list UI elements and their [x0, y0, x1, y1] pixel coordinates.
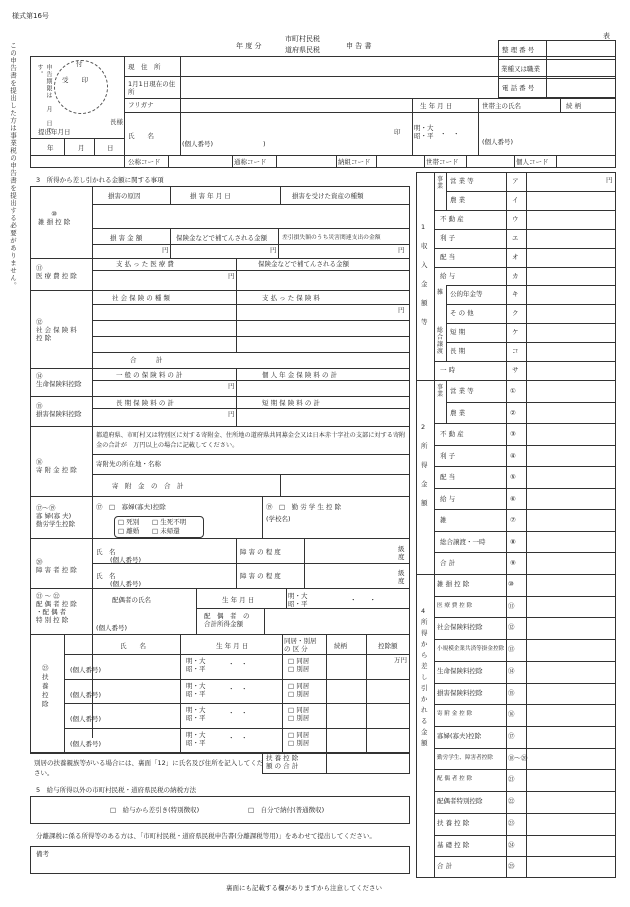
form-title: 申 告 書 — [346, 42, 372, 50]
deduction-row-label: 寄 附 金 控 除 — [437, 711, 473, 718]
social-type-header: 社 会 保 険 の 種 類 — [112, 294, 170, 302]
income-row-code: コ — [512, 347, 519, 356]
special-collection-option[interactable]: □ 給与から差引き(特別徴収) — [110, 806, 200, 814]
medical-label: ⑪ 医 療 費 控 除 — [36, 264, 77, 280]
dep-total-label: 扶 養 控 除 額 の 合 計 — [266, 754, 299, 770]
dep-era: 明・大 昭・平 — [186, 657, 206, 673]
income-amount-field[interactable] — [528, 362, 614, 379]
individual-no2-label: (個人番号) — [482, 138, 514, 146]
casualty-disaster-header: 差引損失額のうち災害関連支出の金額 — [282, 235, 381, 241]
deduction-amount-field[interactable] — [528, 770, 614, 790]
income-row-label: 公的年金等 — [450, 290, 483, 299]
income-amount-field[interactable] — [528, 305, 614, 322]
donation-label: ⑯ 寄 附 金 控 除 — [36, 458, 77, 474]
dep-cohabit-options[interactable]: □ 同居 □ 別居 — [288, 706, 310, 722]
front-mark: 表 — [603, 32, 610, 40]
dep-era: 明・大 昭・平 — [186, 681, 206, 698]
birth-label: 生 年 月 日 — [420, 102, 453, 110]
deduction-amount-field[interactable] — [528, 792, 614, 812]
income2-row-code: ⑤ — [510, 473, 516, 482]
disabled-degree-1: 障 害 の 程 度 — [240, 548, 281, 556]
income2-row-code: ④ — [510, 451, 516, 460]
jan1-address-label: 1月1日現在の住所 — [128, 80, 176, 96]
dep-cohabit-options[interactable]: □ 同居 □ 別居 — [288, 730, 310, 747]
donation-note: 都道府県、市町村又は特別区に対する寄附金、住所地の道府県共同募金会又は日本赤十字社の支部に対する寄附金の合計が 万円以上の場合に記載してください。 — [96, 432, 406, 449]
receipt-stamp: 受 印 — [62, 76, 88, 84]
income-amount-field[interactable] — [528, 249, 614, 266]
footer-note: 裏面にも記載する欄がありますから注意してください — [226, 884, 382, 892]
deduction-row-code: ⑭ — [508, 666, 515, 675]
casualty-asset-header: 損害を受けた資産の種類 — [292, 192, 364, 200]
income-row-label: 不 動 産 — [440, 214, 464, 223]
income2-row-code: ① — [510, 387, 516, 395]
name-label: 氏 名 — [128, 132, 154, 140]
deduction-row-label: 扶 養 控 除 — [437, 818, 470, 827]
deduction-row-code: ㉓ — [508, 818, 515, 827]
income-row-label: 一 時 — [440, 366, 456, 375]
deduction-amount-field[interactable] — [528, 640, 614, 660]
phone-label: 電 話 番 号 — [502, 84, 535, 92]
deduction-row-label: 配偶者特別控除 — [437, 797, 483, 806]
submit-day: 日 — [107, 144, 114, 152]
widow-opt-unknown[interactable]: □ 生死不明 — [152, 518, 187, 526]
widow-opt-unreturned[interactable]: □ 未帰還 — [152, 527, 180, 535]
deduction-row-code: ⑬ — [508, 645, 515, 654]
casualty-date-header: 損 害 年 月 日 — [190, 192, 231, 200]
householder-field[interactable] — [480, 114, 614, 134]
income-amount-field[interactable] — [528, 268, 614, 285]
income2-amount-field[interactable] — [528, 489, 614, 509]
income-amount-field[interactable] — [528, 211, 614, 228]
individual-no-label: (個人番号) — [182, 140, 214, 148]
dep-era: 明・大 昭・平 — [186, 706, 206, 722]
yen-1: 円 — [162, 246, 169, 254]
income-row-code: エ — [512, 233, 519, 242]
dep-name-field[interactable] — [66, 680, 178, 690]
deduction-amount-field[interactable] — [528, 857, 614, 877]
income2-label: 2 所 得 金 額 — [421, 423, 428, 507]
furigana-field[interactable] — [182, 99, 412, 111]
ordinary-collection-option[interactable]: □ 自分で納付(普通徴収) — [248, 806, 325, 814]
dep-cohabit-options[interactable]: □ 同居 □ 別居 — [288, 681, 310, 698]
dep-no: (個人番号) — [70, 690, 102, 699]
income2-amount-field[interactable] — [528, 532, 614, 552]
income-row-code: ケ — [512, 328, 519, 337]
deduction-row-label: 寡婦(寡夫)控除 — [437, 732, 482, 740]
deduction-row-code: ㉕ — [508, 862, 515, 871]
income-amount-field[interactable] — [528, 343, 614, 360]
social-total-label: 合 計 — [130, 356, 163, 364]
remarks-field[interactable] — [60, 848, 406, 872]
deduction-row-label: 小規模企業共済等掛金控除 — [437, 646, 505, 653]
income-cat: 総合譲渡 — [437, 327, 444, 356]
dep-name-field[interactable] — [66, 655, 178, 665]
deduction-amount-field[interactable] — [528, 618, 614, 638]
widow-opt-bereaved[interactable]: □ 死別 — [118, 518, 140, 526]
deduction-row-label: 基 礎 控 除 — [437, 840, 470, 849]
casualty-cause-header: 損害の原因 — [108, 192, 141, 200]
dep-name-field[interactable] — [66, 729, 178, 739]
income-amount-field[interactable] — [528, 192, 614, 209]
medical-insurance-header: 保険金などで補てんされる金額 — [258, 260, 349, 268]
casualty-insurance-header: 保険金などで補てんされる金額 — [176, 234, 267, 242]
deduction-amount-field[interactable] — [528, 662, 614, 682]
income-cat: 事業 — [437, 176, 444, 190]
jan1-address-field[interactable] — [182, 78, 612, 96]
disabled-degree-2: 障 害 の 程 度 — [240, 572, 281, 580]
social-label: ⑫ 社 会 保 険 料 控 除 — [36, 318, 77, 342]
income2-row-code: ⑧ — [510, 537, 516, 546]
spouse-income-label: 配 偶 者 の 合計所得金額 — [204, 612, 250, 628]
dep-relation-header: 続柄 — [334, 642, 347, 650]
deduction-row-label: 生命保険料控除 — [437, 666, 483, 675]
yen-3: 円 — [398, 246, 405, 254]
deduction-row-label: 医 療 費 控 除 — [437, 602, 473, 609]
income2-row-label: 営 業 等 — [450, 387, 474, 395]
deduction-row-label: 社会保険料控除 — [437, 623, 483, 632]
paren-close: ) — [263, 140, 266, 148]
disabled-unit-2: 級 度 — [398, 569, 405, 585]
dep-cohabit-header: 同居・別居 の 区 分 — [284, 637, 317, 653]
dependents-label: ㉓ 扶 養 控 除 — [42, 664, 49, 708]
income-row-code: ク — [512, 309, 519, 318]
income-row-code: サ — [512, 366, 519, 375]
deduction-row-code: ㉔ — [508, 840, 515, 849]
life-pension-header: 個 人 年 金 保 険 料 の 計 — [262, 371, 338, 379]
income2-amount-field[interactable] — [528, 467, 614, 487]
widow-label: ⑰〜⑲ 寡 婦(寡 夫) 勤労学生控除 — [36, 504, 75, 528]
deadline-note: 申告期限は 月 日です。 — [36, 64, 52, 134]
social-paid-header: 支 払 っ た 保 険 料 — [262, 294, 320, 302]
income2-row-code: ② — [510, 408, 516, 417]
income2-row-code: ⑦ — [510, 516, 516, 525]
medical-insurance-field[interactable] — [238, 272, 408, 288]
income2-amount-field[interactable] — [528, 446, 614, 466]
disabled-unit-1: 級 度 — [398, 545, 405, 561]
damage-long-header: 長 期 保 険 料 の 計 — [116, 399, 174, 407]
code-kojin: 個人コード — [516, 158, 549, 166]
student-head[interactable]: ⑲ □ 勤 労 学 生 控 除 — [266, 503, 341, 511]
spouse-name-label: 配偶者の氏名 — [112, 596, 151, 604]
donation-dest-label: 寄附先の所在地・名称 — [96, 460, 161, 468]
income2-row-label: 雑 — [440, 516, 447, 525]
disabled-label: ⑳ 障 害 者 控 除 — [36, 558, 77, 574]
deduction-label: 4 所 得 か ら 差 し 引 か れ る 金 額 — [421, 607, 428, 747]
medical-paid-header: 支 払 っ た 医 療 費 — [116, 260, 174, 268]
income-row-label: 給 与 — [440, 271, 456, 280]
year-label: 年 度 分 — [236, 42, 262, 50]
income-amount-field[interactable] — [528, 230, 614, 247]
receipt-top: 付 — [76, 60, 83, 68]
deduction-row-code: ⑰ — [508, 732, 515, 740]
dep-no: (個人番号) — [70, 715, 102, 723]
job-label: 業種又は職業 — [501, 65, 540, 73]
deduction-row-code: ⑪ — [508, 601, 515, 610]
deduction-row-code: ⑮ — [508, 688, 515, 697]
deduction-amount-field[interactable] — [528, 705, 614, 725]
deduction-row-code: ㉒ — [508, 797, 515, 806]
birth-era: 明・大 昭・平 — [414, 124, 434, 140]
dep-birth-header: 生 年 月 日 — [216, 642, 249, 650]
income2-row-code: ③ — [510, 430, 516, 439]
income2-amount-field[interactable] — [528, 510, 614, 530]
dep-unit: 万円 — [394, 656, 407, 664]
school-label: (学校名) — [266, 515, 291, 523]
deduction-row-code: ⑩ — [508, 580, 514, 588]
birth-dots: ・ ・ — [440, 130, 460, 138]
income-row-code: カ — [512, 271, 519, 280]
income-row-code: ア — [512, 177, 519, 185]
casualty-loss-header: 損 害 金 額 — [110, 234, 143, 242]
city-tax-label: 市町村民税 — [285, 35, 320, 43]
income-label: 1 収 入 金 額 等 — [421, 223, 428, 326]
deduction-amount-field[interactable] — [528, 597, 614, 617]
income2-row-code: ⑥ — [510, 494, 516, 503]
dep-name-field[interactable] — [66, 704, 178, 714]
address-label: 現 住 所 — [128, 63, 161, 71]
householder-label: 世帯主の氏名 — [482, 102, 521, 110]
disabled-no-1: (個人番号) — [110, 556, 142, 564]
spouse-label: ㉑ 〜 ㉒ 配 偶 者 控 除 ・配 偶 者 特 別 控 除 — [36, 592, 77, 624]
dep-era: 明・大 昭・平 — [186, 730, 206, 747]
dep-cohabit-options[interactable]: □ 同居 □ 別居 — [288, 657, 310, 673]
spouse-birth-label: 生 年 月 日 — [222, 596, 255, 604]
income2-row-label: 不 動 産 — [440, 430, 464, 439]
spouse-no-label: (個人番号) — [96, 624, 128, 632]
income-row-label: そ の 他 — [450, 309, 474, 318]
income2-row-label: 配 当 — [440, 473, 456, 482]
casualty-label: ⑩ 雑 損 控 除 — [38, 210, 71, 226]
life-label: ⑭ 生命保険料控除 — [36, 372, 82, 388]
income-row-code: キ — [512, 290, 519, 299]
casualty-detail-field[interactable] — [94, 206, 408, 226]
damage-label: ⑮ 損害保険料控除 — [36, 402, 82, 418]
donation-amount-label: 寄 附 金 の 合 計 — [112, 482, 184, 490]
submit-date-label: 提出年月日 — [38, 128, 71, 136]
income2-amount-field[interactable] — [528, 553, 614, 573]
income-row-label: 長 期 — [450, 347, 466, 356]
income2-row-label: 農 業 — [450, 408, 466, 417]
section5-box — [30, 796, 410, 824]
address-field[interactable] — [182, 58, 496, 74]
income-row-label: 農 業 — [450, 195, 466, 204]
separate-note: 別居の扶養親族等がいる場合には、裏面「12」に氏名及び住所を記入してください。 — [34, 759, 264, 777]
income-amount-field[interactable] — [528, 173, 614, 190]
widow-opt-divorce[interactable]: □ 離婚 — [118, 527, 140, 535]
income-row-code: オ — [512, 252, 519, 261]
submit-month: 月 — [78, 144, 85, 152]
furigana-label: フリガナ — [128, 101, 154, 109]
deduction-row-label: 合 計 — [437, 862, 453, 871]
section3-title: 3 所得から差し引かれる金額に関する事項 — [36, 176, 164, 184]
section5-title: 5 給与所得以外の市町村民税・道府県民税の納税方法 — [36, 786, 197, 794]
code-setai: 世帯コード — [426, 158, 459, 166]
deduction-row-label: 雑 損 控 除 — [437, 580, 470, 588]
deduction-row-code: ⑱〜⑳ — [508, 753, 528, 762]
deduction-row-code: ⑫ — [508, 623, 515, 632]
income-amount-field[interactable] — [528, 286, 614, 303]
income-amount-field[interactable] — [528, 324, 614, 341]
income-cat: 雑 — [437, 289, 444, 297]
disabled-name-1: 氏 名 — [96, 548, 116, 556]
deduction-row-label: 損害保険料控除 — [437, 688, 483, 697]
widow-head: ⑰ □ 寡婦(寡夫)控除 — [96, 503, 166, 511]
income2-row-code: ⑨ — [510, 559, 516, 568]
income2-amount-field[interactable] — [528, 424, 614, 444]
dep-amount-header: 控除額 — [378, 642, 398, 650]
deduction-amount-field[interactable] — [528, 727, 614, 747]
deduction-amount-field[interactable] — [528, 575, 614, 595]
income-row-label: 短 期 — [450, 328, 466, 337]
submit-year: 年 — [47, 144, 54, 152]
disabled-no-2: (個人番号) — [110, 580, 142, 588]
dep-dots: ・ ・ — [228, 733, 248, 742]
code-tsusho: 通称コード — [234, 158, 267, 166]
disabled-name-2: 氏 名 — [96, 572, 116, 580]
income2-row-label: 利 子 — [440, 451, 456, 460]
mayor-label: 長様 — [110, 118, 123, 126]
income-row-label: 営 業 等 — [450, 177, 474, 185]
deduction-row-label: 勤労学生、障害者控除 — [437, 754, 493, 761]
income-row-code: イ — [512, 195, 519, 204]
receipt-stamp-circle — [54, 60, 108, 114]
deduction-amount-field[interactable] — [528, 684, 614, 704]
deduction-row-label: 配 偶 者 控 除 — [437, 776, 473, 783]
form-number: 様式第16号 — [12, 12, 49, 20]
code-nokumi: 納組コード — [338, 158, 371, 166]
side-note: この申告書を提出した方は事業税の申告書を提出する必要がありません。 — [9, 42, 17, 290]
income2-amount-field[interactable] — [528, 381, 614, 401]
deduction-amount-field[interactable] — [528, 836, 614, 856]
income2-row-label: 給 与 — [440, 494, 456, 503]
seal-mark: 印 — [394, 128, 401, 136]
damage-short-header: 短 期 保 険 料 の 計 — [262, 399, 320, 407]
dep-dots: ・ ・ — [228, 684, 248, 693]
remarks-label: 備考 — [36, 850, 49, 858]
life-general-header: 一 般 の 保 険 料 の 計 — [116, 371, 183, 379]
relation-label: 続 柄 — [566, 102, 582, 110]
donation-dest-field[interactable] — [180, 456, 408, 472]
income-row-label: 配 当 — [440, 252, 456, 261]
income-yen: 円 — [606, 176, 613, 184]
income-row-label: 利 子 — [440, 233, 456, 242]
income2-cat: 事業 — [437, 384, 444, 398]
name-field[interactable] — [182, 114, 392, 138]
pref-tax-label: 道府県民税 — [285, 46, 320, 54]
dep-no: (個人番号) — [70, 739, 102, 748]
separate-tax-note: 分離課税に係る所得等のある方は、「市町村民税・道府県民税申告書(分離課税等用)」をあわせて提出してください。 — [36, 832, 376, 840]
code-kousho: 公称コード — [128, 158, 161, 166]
deduction-amount-field[interactable] — [528, 749, 614, 769]
dep-no: (個人番号) — [70, 666, 102, 674]
income2-row-label: 合 計 — [440, 559, 456, 568]
dep-dots: ・ ・ — [228, 709, 248, 717]
deduction-row-code: ㉑ — [508, 775, 515, 784]
income2-amount-field[interactable] — [528, 403, 614, 423]
dep-dots: ・ ・ — [228, 660, 248, 668]
deduction-amount-field[interactable] — [528, 814, 614, 834]
dep-name-header: 氏 名 — [120, 642, 146, 650]
income2-row-label: 総合譲渡・一時 — [440, 537, 486, 546]
ref-no-label: 整 理 番 号 — [502, 46, 535, 54]
yen-2: 円 — [270, 246, 277, 254]
medical-paid-field[interactable] — [94, 272, 224, 288]
deduction-row-code: ⑯ — [508, 710, 515, 719]
income-row-code: ウ — [512, 214, 519, 223]
